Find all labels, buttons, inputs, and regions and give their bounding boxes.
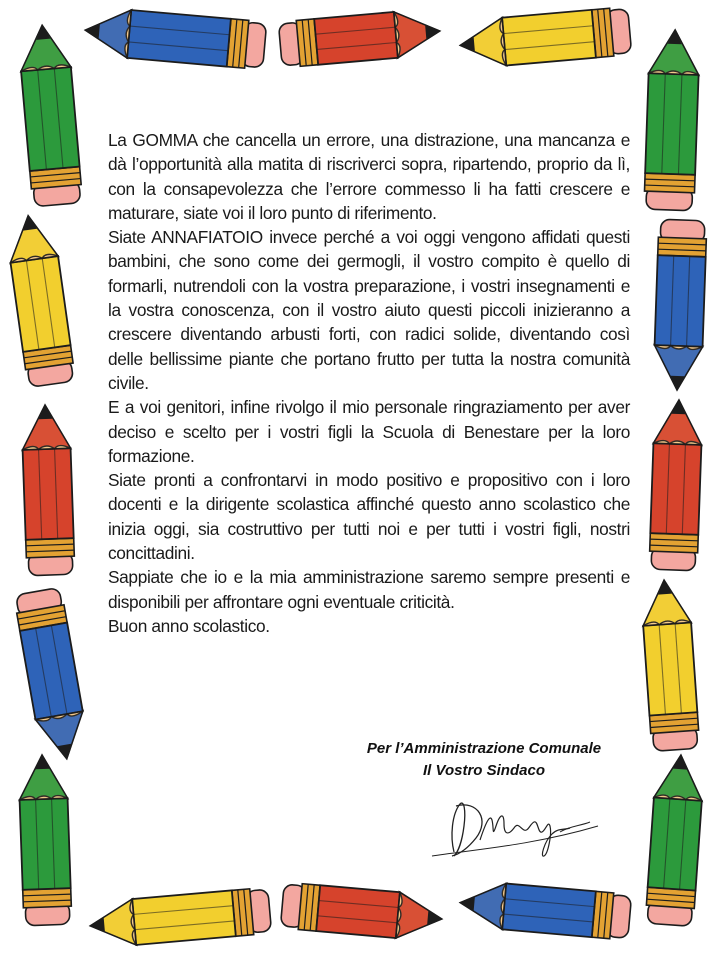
paragraph-annafiatoio: Siate ANNAFIATOIO invece perché a voi oggi vengono affidati questi bambini, che sono come dei germogli, il vostro compito è quello di formarli, nutrendoli con la vostra preparazione, i vostri insegnamenti e la vostra conoscenza, con il vostro aiuto questi piccoli inizieranno a crescere diventando arbusti forti, con radici solide, diventando così delle bellissime piante che portano frutto per tutta la nostra comunità civile. (108, 227, 630, 393)
pencil-blue (14, 587, 91, 763)
pencil-blue (83, 6, 266, 70)
signoff-block (330, 738, 638, 782)
signoff-line-administration: Per l’Amministrazione Comunale (366, 740, 602, 757)
pencil-blue (653, 219, 707, 391)
letter-body (108, 128, 630, 638)
pencil-green (644, 29, 700, 211)
paragraph-gomma: La GOMMA che cancella un errore, una distrazione, una mancanza e dà l’opportunità alla matita di riscriverci sopra, ripartendo, proprio da lì, con la consapevolezza che l’errore commesso li ha fatti crescere e maturare, siate voi il loro punto di riferimento. (108, 130, 630, 223)
paragraph-genitori: E a voi genitori, infine rivolgo il mio personale ringraziamento per aver deciso e scelto per i vostri figli la Scuola di Benestare per la loro formazione. (108, 397, 630, 466)
pencil-yellow (458, 7, 632, 70)
pencil-green (18, 754, 72, 926)
paragraph-confronto: Siate pronti a confrontarvi in modo positivo e propositivo con i loro docenti e la dirigente scolastica affinché questo anno scolastico che inizia oggi, sia costruttivo per tutti noi e per tutti i vostri figli, nostri concittadini. (108, 470, 630, 564)
signoff-line-mayor: Il Vostro Sindaco (423, 762, 545, 779)
pencil-yellow (640, 579, 700, 752)
pencil-red (649, 399, 703, 571)
pencil-green (17, 23, 82, 207)
pencil-red (21, 404, 75, 576)
pencil-green (645, 754, 705, 927)
paragraph-amministrazione: Sappiate che io e la mia amministrazione saremo sempre presenti e disponibili per affrontare ogni eventuale criticità. (108, 567, 630, 612)
pencil-blue (458, 880, 631, 941)
pencil-red (278, 8, 441, 68)
paragraph-auguri: Buon anno scolastico. (108, 615, 270, 636)
pencil-yellow (88, 887, 271, 949)
handwritten-signature (430, 796, 600, 864)
pencil-red (280, 882, 443, 942)
pencil-yellow (4, 212, 75, 387)
